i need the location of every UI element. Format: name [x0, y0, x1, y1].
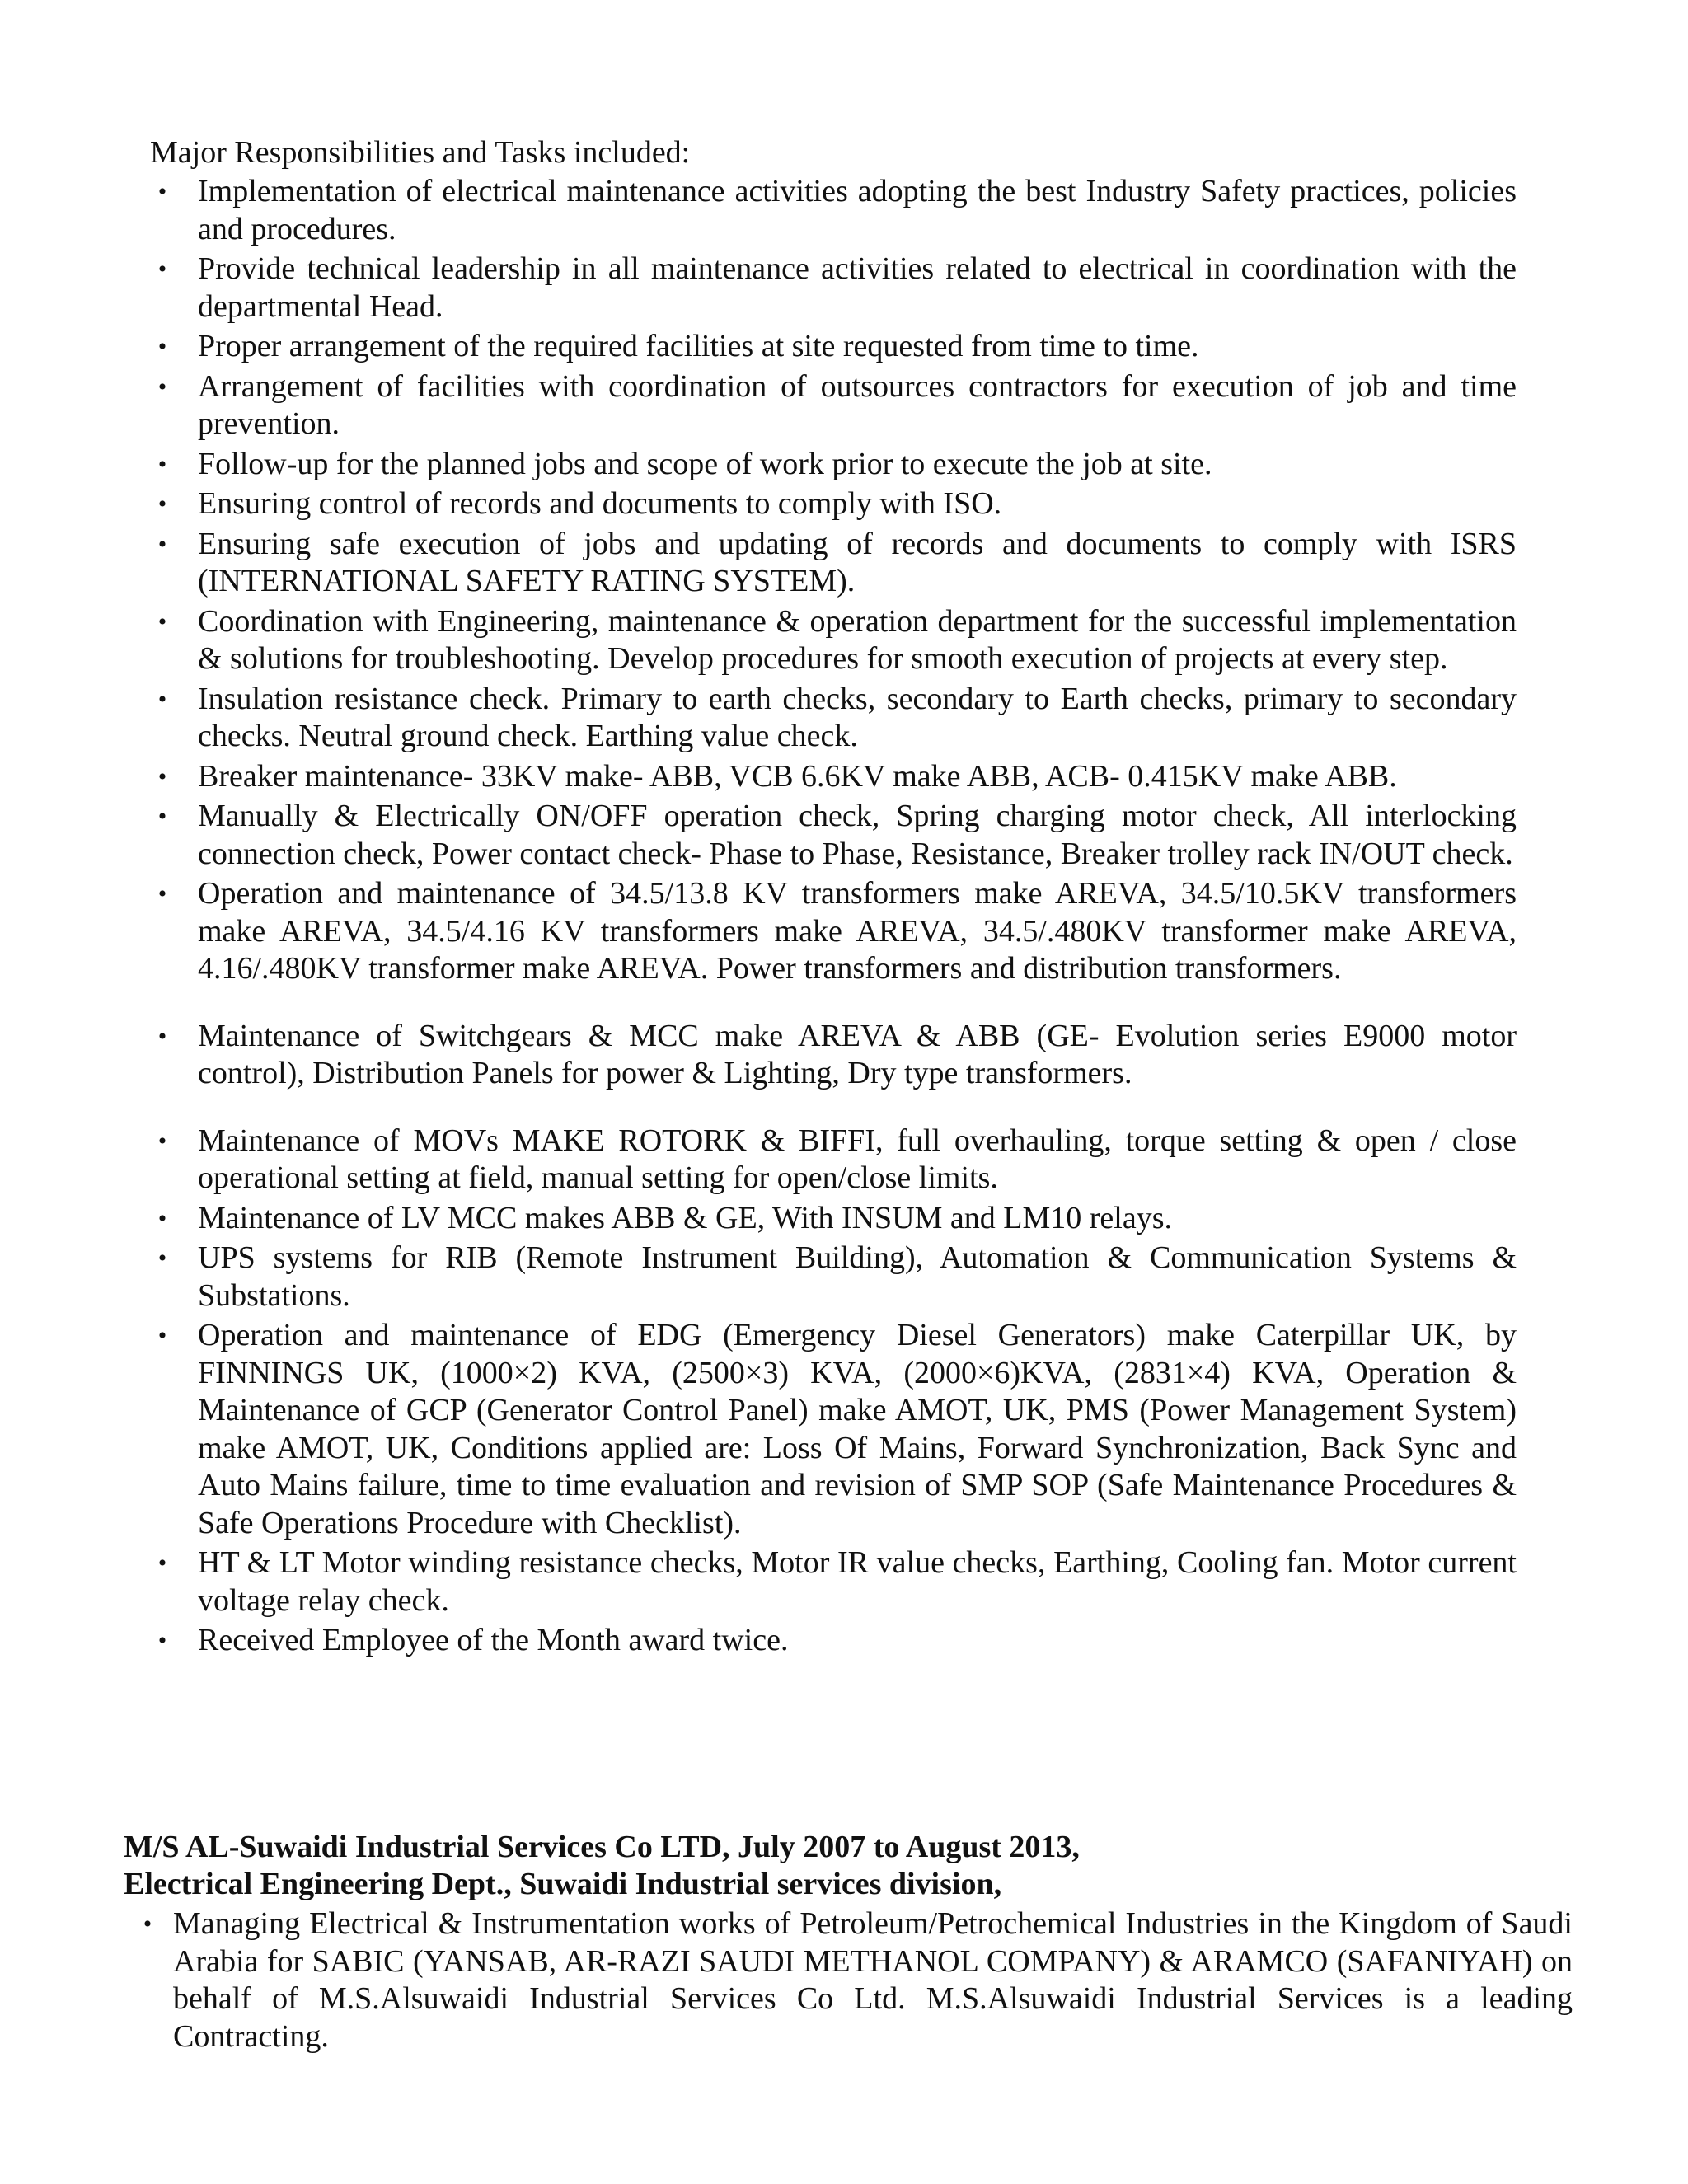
- list-item-text: Managing Electrical & Instrumentation works of Petroleum/Petrochemical Industries in the Kingdom of Saudi Arabia for SABIC (YANSAB, AR-RAZI SAUDI METHANOL COMPANY) & ARAMCO (SAFANIYAH) on behalf of M.S.Alsuwaidi Industrial Services Co Ltd. M.S.Alsuwaidi Industrial Services is a leading Contracting.: [173, 1906, 1573, 2054]
- list-item: [150, 1122, 1517, 1197]
- bullet-icon: •: [157, 1127, 167, 1155]
- list-item-text: Coordination with Engineering, maintenance & operation department for the successful implementation & solutions for troubleshooting. Develop procedures for smooth execution of projects at every step.: [198, 603, 1517, 676]
- list-item: [150, 526, 1517, 601]
- bullet-icon: •: [157, 685, 167, 713]
- list-item-text: Manually & Electrically ON/OFF operation check, Spring charging motor check, All interlocking connection check, Power contact check- Phase to Phase, Resistance, Breaker trolley rack IN/OUT check.: [198, 799, 1517, 871]
- department-heading: Electrical Engineering Dept., Suwaidi Industrial services division,: [124, 1867, 1002, 1901]
- list-item: [150, 1544, 1517, 1619]
- employer-heading: M/S AL-Suwaidi Industrial Services Co LTD, July 2007 to August 2013,: [124, 1830, 1080, 1864]
- list-item: [150, 1622, 1517, 1660]
- bullet-icon: •: [157, 762, 167, 790]
- list-item: [150, 603, 1517, 678]
- bullet-icon: •: [157, 880, 167, 907]
- list-item-text: Received Employee of the Month award twice.: [198, 1623, 789, 1657]
- list-item-text: Insulation resistance check. Primary to earth checks, secondary to Earth checks, primary to secondary checks. Neutral ground check. Earthing value check.: [198, 681, 1517, 753]
- list-item-text: Provide technical leadership in all maintenance activities related to electrical in coordination with the departmental Head.: [198, 251, 1517, 324]
- list-item: [150, 798, 1517, 873]
- list-item-text: Proper arrangement of the required facilities at site requested from time to time.: [198, 329, 1199, 363]
- list-item: [150, 1200, 1517, 1238]
- bullet-icon: •: [157, 1022, 167, 1050]
- list-item-text: Arrangement of facilities with coordination of outsources contractors for execution of job and time prevention.: [198, 368, 1517, 441]
- list-item-text: Operation and maintenance of 34.5/13.8 KV transformers make AREVA, 34.5/10.5KV transformers make AREVA, 34.5/4.16 KV transformers make AREVA, 34.5/.480KV transformer make AREVA, 4.16/.480KV transformer make AREVA. Power transformers and distribution transformers.: [198, 876, 1517, 986]
- list-item-text: Follow-up for the planned jobs and scope of work prior to execute the job at site.: [198, 446, 1212, 481]
- list-item-text: UPS systems for RIB (Remote Instrument Building), Automation & Communication Systems & Substations.: [198, 1240, 1517, 1313]
- list-item-text: Ensuring safe execution of jobs and updating of records and documents to comply with ISRS (INTERNATIONAL SAFETY RATING SYSTEM).: [198, 526, 1517, 598]
- responsibilities-intro: Major Responsibilities and Tasks included:: [150, 135, 691, 170]
- list-item: [150, 251, 1517, 326]
- bullet-icon: •: [157, 333, 167, 360]
- list-item: [150, 368, 1517, 443]
- list-item: [150, 328, 1517, 366]
- list-item-text: Implementation of electrical maintenance activities adopting the best Industry Safety practices, policies and procedures.: [198, 174, 1517, 246]
- list-item-text: HT & LT Motor winding resistance checks, Motor IR value checks, Earthing, Cooling fan. Motor current voltage relay check.: [198, 1545, 1517, 1618]
- bullet-icon: •: [157, 178, 167, 205]
- list-item: [150, 875, 1517, 988]
- bullet-icon: •: [157, 607, 167, 635]
- list-item: [150, 1018, 1517, 1093]
- list-item: [150, 1317, 1517, 1542]
- list-item-text: Maintenance of LV MCC makes ABB & GE, With INSUM and LM10 relays.: [198, 1200, 1173, 1235]
- bullet-icon: •: [157, 1627, 167, 1654]
- bullet-icon: •: [157, 1549, 167, 1577]
- bullet-icon: •: [157, 373, 167, 401]
- list-item-text: Ensuring control of records and documents to comply with ISO.: [198, 486, 1002, 521]
- employer-duties-list: [124, 1905, 1573, 2058]
- bullet-icon: •: [143, 1910, 152, 1938]
- bullet-icon: •: [157, 1244, 167, 1272]
- bullet-icon: •: [157, 255, 167, 283]
- bullet-icon: •: [157, 1204, 167, 1232]
- list-item: [150, 1240, 1517, 1315]
- list-item-text: Operation and maintenance of EDG (Emergency Diesel Generators) make Caterpillar UK, by FINNINGS UK, (1000×2) KVA, (2500×3) KVA, (2000×6)KVA, (2831×4) KVA, Operation & Maintenance of GCP (Generator Control Panel) make AMOT, UK, PMS (Power Management System) make AMOT, UK, Conditions applied are: Loss Of Mains, Forward Synchronization, Back Sync and Auto Mains failure, time to time evaluation and revision of SMP SOP (Safe Maintenance Procedures & Safe Operations Procedure with Checklist).: [198, 1318, 1517, 1540]
- responsibilities-list: [150, 173, 1517, 1662]
- bullet-icon: •: [157, 1322, 167, 1349]
- list-item-text: Maintenance of Switchgears & MCC make AREVA & ABB (GE- Evolution series E9000 motor control), Distribution Panels for power & Lighting, Dry type transformers.: [198, 1018, 1517, 1090]
- list-item: [150, 446, 1517, 484]
- list-item: [150, 681, 1517, 756]
- bullet-icon: •: [157, 490, 167, 518]
- list-item: [150, 485, 1517, 523]
- list-item: [150, 173, 1517, 248]
- bullet-icon: •: [157, 530, 167, 558]
- bullet-icon: •: [157, 803, 167, 830]
- list-item-text: Maintenance of MOVs MAKE ROTORK & BIFFI, full overhauling, torque setting & open / close operational setting at field, manual setting for open/close limits.: [198, 1122, 1517, 1195]
- list-item: [124, 1905, 1573, 2055]
- list-item: [150, 758, 1517, 796]
- bullet-icon: •: [157, 450, 167, 478]
- list-item-text: Breaker maintenance- 33KV make- ABB, VCB 6.6KV make ABB, ACB- 0.415KV make ABB.: [198, 758, 1397, 794]
